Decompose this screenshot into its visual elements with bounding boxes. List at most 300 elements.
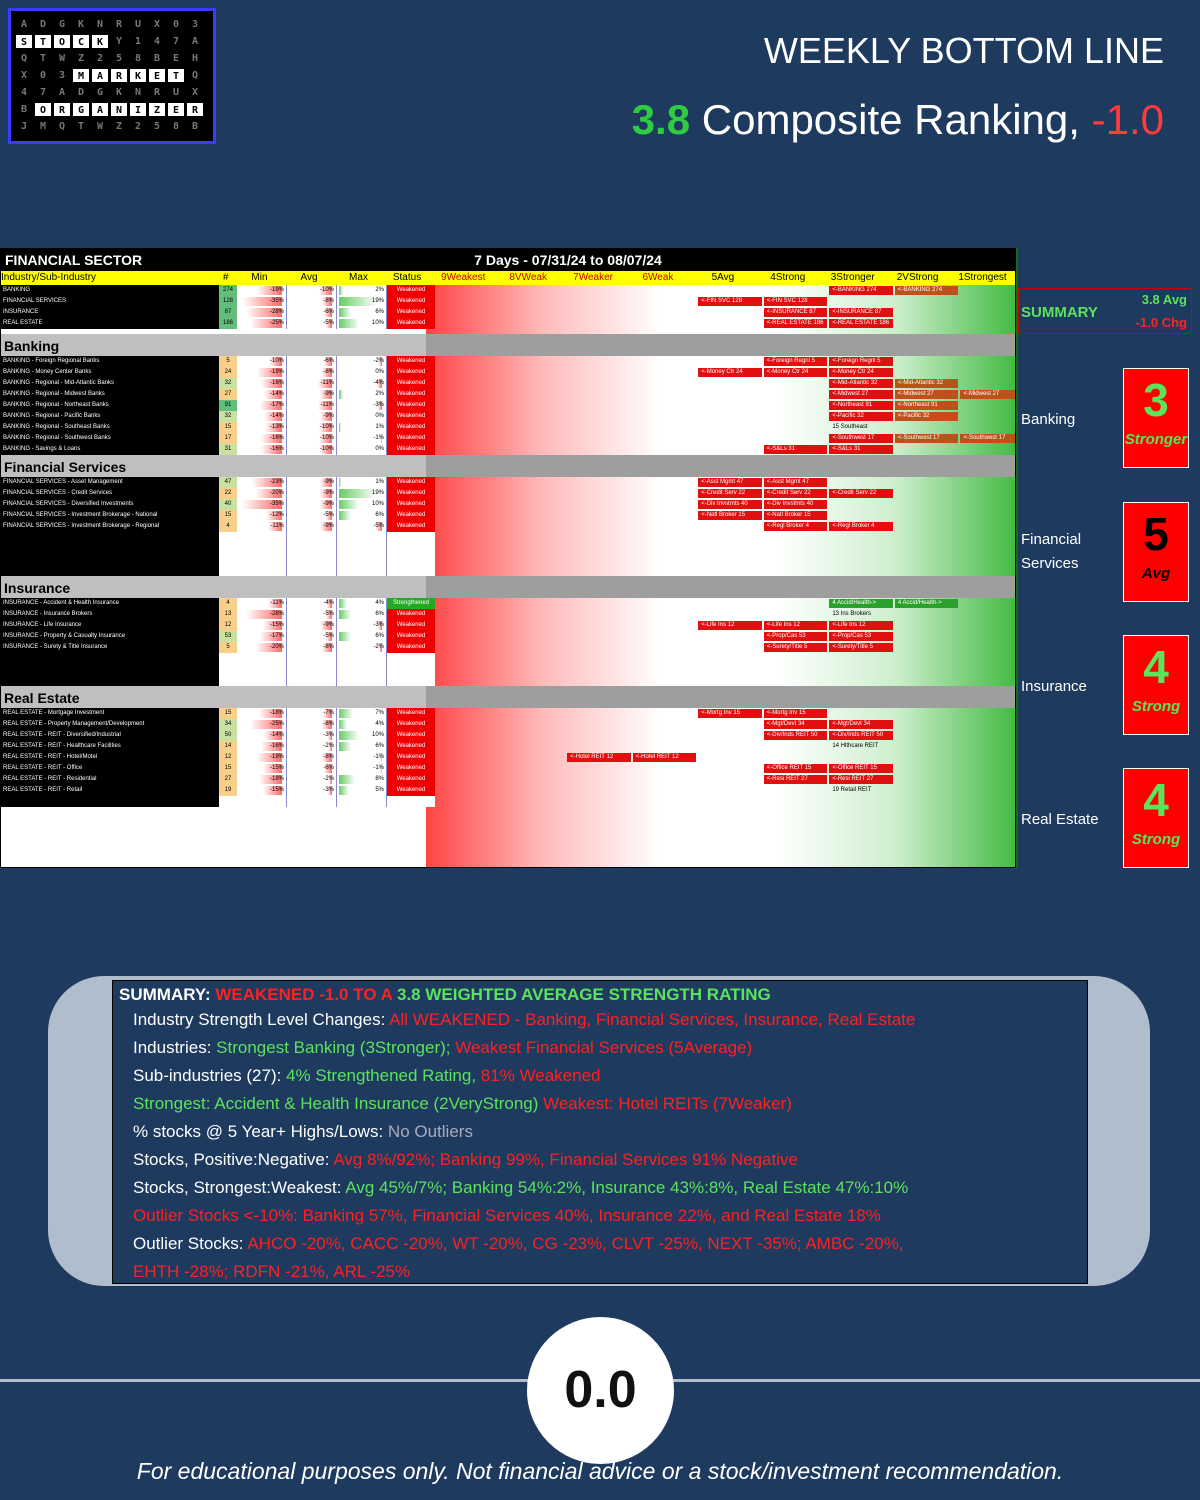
row-count: 274	[219, 285, 237, 296]
strength-marker: <-Resi REIT 27	[829, 775, 893, 784]
row-avg	[287, 675, 337, 686]
row-count	[219, 532, 237, 543]
row-max-value: -1%	[373, 765, 384, 771]
summary-line: Outlier Stocks: AHCO -20%, CACC -20%, WT -20%, CG -23%, CLVT -25%, NEXT -35%; AMBC -20%,	[133, 1234, 904, 1253]
row-avg	[287, 719, 337, 730]
strength-zone	[435, 664, 1015, 675]
row-avg	[287, 642, 337, 653]
row-max-value: 0%	[375, 446, 384, 452]
row-count	[219, 565, 237, 576]
strength-marker: <-Hotel REIT 12	[567, 753, 631, 762]
row-min	[237, 367, 287, 378]
section-header-banking	[1, 334, 1015, 356]
row-max	[337, 752, 387, 763]
row-min	[237, 378, 287, 389]
row-avg	[287, 620, 337, 631]
strength-zone	[435, 763, 1015, 774]
row-count: 15	[219, 708, 237, 719]
strength-marker: <-Mid-Atlantic 32	[895, 379, 959, 388]
row-min	[237, 730, 287, 741]
row-max	[337, 356, 387, 367]
row-min	[237, 763, 287, 774]
row-min-value: -28%	[269, 611, 284, 617]
row-min-value: -15%	[269, 765, 284, 771]
row-max	[337, 598, 387, 609]
row-count: 50	[219, 730, 237, 741]
row-status: Weakened	[387, 285, 435, 296]
summary-line: Industry Strength Level Changes: All WEAKENED - Banking, Financial Services, Insurance, Real Estate	[133, 1010, 916, 1029]
row-avg	[287, 609, 337, 620]
column-header: 5Avg	[690, 271, 755, 285]
row-avg	[287, 653, 337, 664]
side-industry-label: Insurance	[1021, 678, 1087, 695]
row-avg	[287, 664, 337, 675]
strength-marker: <-INSURANCE 87	[764, 308, 828, 317]
row-max-value: 0%	[375, 413, 384, 419]
table-row	[1, 411, 1015, 422]
row-status: Weakened	[387, 741, 435, 752]
strength-zone	[435, 554, 1015, 565]
strength-zone	[435, 675, 1015, 686]
row-avg-value: -9%	[323, 391, 334, 397]
row-status: Weakened	[387, 774, 435, 785]
table-row	[1, 719, 1015, 730]
row-min-value: -18%	[269, 776, 284, 782]
table-row	[1, 642, 1015, 653]
strength-zone	[435, 285, 1015, 296]
strength-zone	[435, 510, 1015, 521]
side-divider	[1016, 248, 1018, 868]
strength-marker: <-Prop/Cas 53	[829, 632, 893, 641]
row-name: BANKING - Regional - Southwest Banks	[1, 433, 219, 444]
strength-marker: <-FIN SVC 128	[698, 297, 762, 306]
strength-marker: <-REAL ESTATE 186	[764, 319, 828, 328]
row-name: BANKING - Regional - Southeast Banks	[1, 422, 219, 433]
row-status: Weakened	[387, 307, 435, 318]
row-avg-value: -8%	[323, 754, 334, 760]
row-avg	[287, 433, 337, 444]
row-avg-value: -8%	[323, 369, 334, 375]
summary-heading-change: WEAKENED -1.0 TO A	[215, 985, 397, 1004]
row-status: Weakened	[387, 378, 435, 389]
strength-marker: <-Regl Broker 4	[764, 522, 828, 531]
row-status: Weakened	[387, 433, 435, 444]
row-min	[237, 296, 287, 307]
summary-line: Sub-industries (27): 4% Strengthened Rating, 81% Weakened	[133, 1066, 601, 1085]
row-avg	[287, 307, 337, 318]
table-row	[1, 675, 1015, 686]
row-count: 47	[219, 477, 237, 488]
row-count: 15	[219, 510, 237, 521]
row-avg-value: -8%	[323, 644, 334, 650]
column-header: 7Weaker	[561, 271, 626, 285]
row-name: FINANCIAL SERVICES - Investment Brokerage - Regional	[1, 521, 219, 532]
row-avg-value: -5%	[323, 320, 334, 326]
row-max-value: -2%	[373, 358, 384, 364]
row-min	[237, 307, 287, 318]
row-max-value: -1%	[373, 435, 384, 441]
row-status: Strengthened	[387, 598, 435, 609]
row-avg	[287, 774, 337, 785]
row-count: 4	[219, 598, 237, 609]
row-status: Weakened	[387, 477, 435, 488]
row-min-value: -19%	[269, 754, 284, 760]
table-row	[1, 499, 1015, 510]
strength-marker: <-INSURANCE 87	[829, 308, 893, 317]
table-row	[1, 730, 1015, 741]
row-name: INSURANCE - Property & Casualty Insurance	[1, 631, 219, 642]
table-row	[1, 521, 1015, 532]
row-avg	[287, 763, 337, 774]
row-min-value: -25%	[269, 721, 284, 727]
strength-marker: 4 Accid/Health->	[895, 599, 959, 608]
value-bar	[339, 720, 347, 729]
table-row	[1, 422, 1015, 433]
row-avg-value: -6%	[323, 765, 334, 771]
row-name	[1, 543, 219, 554]
row-max-value: 10%	[371, 320, 384, 326]
industry-rating-box	[1123, 368, 1189, 468]
row-count: 15	[219, 422, 237, 433]
row-min	[237, 609, 287, 620]
row-status: Weakened	[387, 411, 435, 422]
column-header: 1Strongest	[950, 271, 1015, 285]
row-max	[337, 318, 387, 329]
disclaimer: For educational purposes only. Not financial advice or a stock/investment recommendation.	[136, 1458, 1064, 1484]
strength-marker: <-BANKING 274	[895, 286, 959, 295]
row-name: REAL ESTATE	[1, 318, 219, 329]
strength-zone	[435, 653, 1015, 664]
row-avg	[287, 378, 337, 389]
column-header: 6Weak	[626, 271, 691, 285]
row-max-value: -5%	[373, 523, 384, 529]
row-min	[237, 664, 287, 675]
row-max-value: 19%	[371, 490, 384, 496]
strength-zone	[435, 499, 1015, 510]
row-count	[219, 543, 237, 554]
row-max	[337, 307, 387, 318]
row-avg-value: -6%	[323, 309, 334, 315]
row-avg-value: -10%	[319, 435, 334, 441]
summary-line: Outlier Stocks <-10%: Banking 57%, Financial Services 40%, Insurance 22%, and Real Estate 18%	[133, 1206, 881, 1225]
row-count: 128	[219, 296, 237, 307]
table-row	[1, 389, 1015, 400]
row-avg	[287, 296, 337, 307]
row-max-value: 10%	[371, 732, 384, 738]
row-avg	[287, 532, 337, 543]
strength-marker: <-Pacific 32	[829, 412, 893, 421]
row-min-value: -13%	[269, 424, 284, 430]
row-min	[237, 488, 287, 499]
row-avg-value: -7%	[323, 710, 334, 716]
row-min-value: -15%	[269, 622, 284, 628]
row-status: Weakened	[387, 510, 435, 521]
row-max	[337, 477, 387, 488]
section-header-insurance	[1, 576, 1015, 598]
row-avg-value: -10%	[319, 446, 334, 452]
row-count: 4	[219, 521, 237, 532]
row-name: INSURANCE	[1, 307, 219, 318]
row-min	[237, 719, 287, 730]
row-min	[237, 785, 287, 796]
strength-marker: <-Southwest 17	[829, 434, 893, 443]
table-row	[1, 664, 1015, 675]
row-max	[337, 719, 387, 730]
column-header: Max	[349, 272, 368, 283]
strength-marker: <-Money Ctr 24	[829, 368, 893, 377]
rating-label: Strong	[1131, 831, 1181, 848]
side-industry-label: Financial Services	[1021, 531, 1082, 572]
row-max-value: 6%	[375, 309, 384, 315]
row-max	[337, 675, 387, 686]
row-max-value: 6%	[375, 512, 384, 518]
row-max	[337, 785, 387, 796]
row-name	[1, 653, 219, 664]
row-max	[337, 730, 387, 741]
row-avg	[287, 488, 337, 499]
row-min	[237, 620, 287, 631]
table-row	[1, 774, 1015, 785]
row-min-value: -16%	[269, 743, 284, 749]
side-industry-label: Real Estate	[1021, 811, 1099, 828]
row-status	[387, 675, 435, 686]
summary-line: % stocks @ 5 Year+ Highs/Lows: No Outliers	[133, 1122, 473, 1141]
row-status	[387, 653, 435, 664]
strength-zone	[435, 719, 1015, 730]
strength-marker: <-Southwest 17	[895, 434, 959, 443]
row-avg-value: -9%	[323, 501, 334, 507]
row-min	[237, 565, 287, 576]
row-count: 27	[219, 774, 237, 785]
row-avg	[287, 367, 337, 378]
strength-zone	[435, 521, 1015, 532]
row-min-value: -14%	[269, 732, 284, 738]
section-band	[426, 576, 1015, 598]
row-avg	[287, 598, 337, 609]
strength-marker: <-Div/Inds REIT 50	[764, 731, 828, 740]
row-avg	[287, 499, 337, 510]
value-bar	[339, 599, 347, 608]
row-name: REAL ESTATE - REIT - Residential	[1, 774, 219, 785]
row-max	[337, 433, 387, 444]
row-min	[237, 708, 287, 719]
row-avg-value: -2%	[323, 743, 334, 749]
row-count	[219, 664, 237, 675]
row-min-value: -35%	[269, 298, 284, 304]
table-row	[1, 318, 1015, 329]
column-header: Industry/Sub-Industry	[1, 272, 97, 283]
strength-marker: <-Midwest 27	[895, 390, 959, 399]
row-avg	[287, 400, 337, 411]
row-name: REAL ESTATE - REIT - Office	[1, 763, 219, 774]
strength-zone	[435, 307, 1015, 318]
row-count: 17	[219, 433, 237, 444]
row-count: 22	[219, 488, 237, 499]
table-row	[1, 785, 1015, 796]
row-max-value: 0%	[375, 369, 384, 375]
column-header: Min	[251, 272, 268, 283]
summary-line: Stocks, Positive:Negative: Avg 8%/92%; Banking 99%, Financial Services 91% Negative	[133, 1150, 798, 1169]
row-min-value: -17%	[269, 402, 284, 408]
row-max-value: -3%	[373, 622, 384, 628]
row-avg	[287, 422, 337, 433]
row-min-value: -14%	[269, 413, 284, 419]
row-count	[219, 675, 237, 686]
row-name: REAL ESTATE - REIT - Healthcare Facilities	[1, 741, 219, 752]
strength-zone	[435, 631, 1015, 642]
row-avg-value: -10%	[319, 424, 334, 430]
row-avg-value: -5%	[323, 512, 334, 518]
sheet-title-bar	[1, 249, 1015, 271]
row-status: Weakened	[387, 296, 435, 307]
row-status: Weakened	[387, 422, 435, 433]
row-count: 31	[219, 444, 237, 455]
strength-marker: <-Natl Broker 15	[764, 511, 828, 520]
row-avg-value: -9%	[323, 523, 334, 529]
row-avg	[287, 318, 337, 329]
row-status: Weakened	[387, 400, 435, 411]
row-name: BANKING - Regional - Pacific Banks	[1, 411, 219, 422]
row-name: BANKING	[1, 285, 219, 296]
row-max	[337, 296, 387, 307]
row-status: Weakened	[387, 730, 435, 741]
strength-marker: 13 Ins Brokers	[832, 611, 872, 617]
value-bar	[339, 731, 359, 740]
section-header-realestate	[1, 686, 1015, 708]
strength-marker: 19 Retail REIT	[832, 787, 872, 793]
row-status	[387, 664, 435, 675]
column-headers	[1, 271, 1015, 285]
row-min	[237, 422, 287, 433]
row-avg	[287, 796, 337, 807]
row-count: 12	[219, 620, 237, 631]
value-bar	[339, 786, 349, 795]
row-status	[387, 543, 435, 554]
row-name: FINANCIAL SERVICES - Diversified Investments	[1, 499, 219, 510]
row-min	[237, 741, 287, 752]
row-status	[387, 796, 435, 807]
row-avg-value: -8%	[323, 298, 334, 304]
row-status: Weakened	[387, 763, 435, 774]
column-header: 3Stronger	[820, 271, 885, 285]
strength-marker: <-Surety/Title 5	[764, 643, 828, 652]
table-row	[1, 543, 1015, 554]
table-row	[1, 598, 1015, 609]
row-min-value: -11%	[270, 600, 284, 606]
row-min	[237, 796, 287, 807]
strength-marker: <-S&Ls 31	[764, 445, 828, 454]
row-max	[337, 367, 387, 378]
row-max-value: 1%	[375, 424, 384, 430]
strength-marker: 15 Southeast	[832, 424, 868, 430]
row-min-value: -16%	[269, 446, 284, 452]
table-row	[1, 609, 1015, 620]
summary-line: EHTH -28%; RDFN -21%, ARL -25%	[133, 1262, 411, 1281]
row-avg-value: -6%	[323, 358, 334, 364]
strength-marker: <-Hotel REIT 12	[633, 753, 697, 762]
row-max-value: 19%	[371, 298, 384, 304]
summary-line: Industries: Strongest Banking (3Stronger); Weakest Financial Services (5Average)	[133, 1038, 753, 1057]
row-name: INSURANCE - Life Insurance	[1, 620, 219, 631]
value-bar	[339, 478, 341, 487]
row-name: FINANCIAL SERVICES - Credit Services	[1, 488, 219, 499]
strength-zone	[435, 389, 1015, 400]
row-max	[337, 763, 387, 774]
row-avg-value: -10%	[319, 287, 334, 293]
row-avg	[287, 510, 337, 521]
column-header: Status	[392, 272, 422, 283]
row-avg	[287, 285, 337, 296]
row-status: Weakened	[387, 785, 435, 796]
strength-zone	[435, 620, 1015, 631]
row-min-value: -35%	[269, 501, 284, 507]
strength-marker: <-Asst Mgmt 47	[698, 478, 762, 487]
strength-marker: <-Life Ins 12	[829, 621, 893, 630]
strength-zone	[435, 708, 1015, 719]
row-min	[237, 774, 287, 785]
row-status	[387, 565, 435, 576]
section-header-finserv	[1, 455, 1015, 477]
strength-marker: <-REAL ESTATE 186	[829, 319, 893, 328]
row-min-value: -12%	[269, 512, 284, 518]
strength-marker: <-Mortg Inv 15	[764, 709, 828, 718]
row-max-value: 2%	[375, 391, 384, 397]
section-title: Banking	[1, 336, 426, 356]
row-count: 32	[219, 411, 237, 422]
strength-zone	[435, 411, 1015, 422]
row-count: 91	[219, 400, 237, 411]
rating-value: 5	[1143, 508, 1169, 560]
composite-score: 3.8	[631, 96, 691, 143]
row-avg-value: -3%	[323, 732, 334, 738]
row-min-value: -25%	[269, 320, 284, 326]
row-max	[337, 774, 387, 785]
row-avg-value: -9%	[323, 622, 334, 628]
row-min-value: -20%	[269, 490, 284, 496]
value-bar	[339, 286, 343, 295]
row-max-value: 6%	[375, 633, 384, 639]
strength-marker: <-Office REIT 15	[829, 764, 893, 773]
row-min-value: -19%	[269, 287, 284, 293]
strength-zone	[435, 488, 1015, 499]
row-count: 19	[219, 785, 237, 796]
row-max	[337, 664, 387, 675]
row-min-value: -16%	[269, 380, 284, 386]
row-min-value: -10%	[269, 358, 284, 364]
row-name: INSURANCE - Insurance Brokers	[1, 609, 219, 620]
row-min-value: -14%	[269, 391, 284, 397]
industry-rating-box	[1123, 502, 1189, 602]
row-min	[237, 444, 287, 455]
composite-change: -1.0	[1091, 96, 1164, 143]
row-max-value: 5%	[375, 787, 384, 793]
strength-marker: <-Credit Serv 22	[698, 489, 762, 498]
row-min-value: -16%	[269, 435, 284, 441]
strength-zone	[435, 378, 1015, 389]
row-count: 53	[219, 631, 237, 642]
strength-zone	[435, 598, 1015, 609]
row-name: FINANCIAL SERVICES - Asset Management	[1, 477, 219, 488]
row-max	[337, 653, 387, 664]
row-max-value: 7%	[375, 710, 384, 716]
table-row	[1, 708, 1015, 719]
row-count: 87	[219, 307, 237, 318]
row-status: Weakened	[387, 609, 435, 620]
section-title: Real Estate	[1, 688, 426, 708]
row-min-value: -15%	[269, 787, 284, 793]
row-max	[337, 389, 387, 400]
row-max	[337, 488, 387, 499]
